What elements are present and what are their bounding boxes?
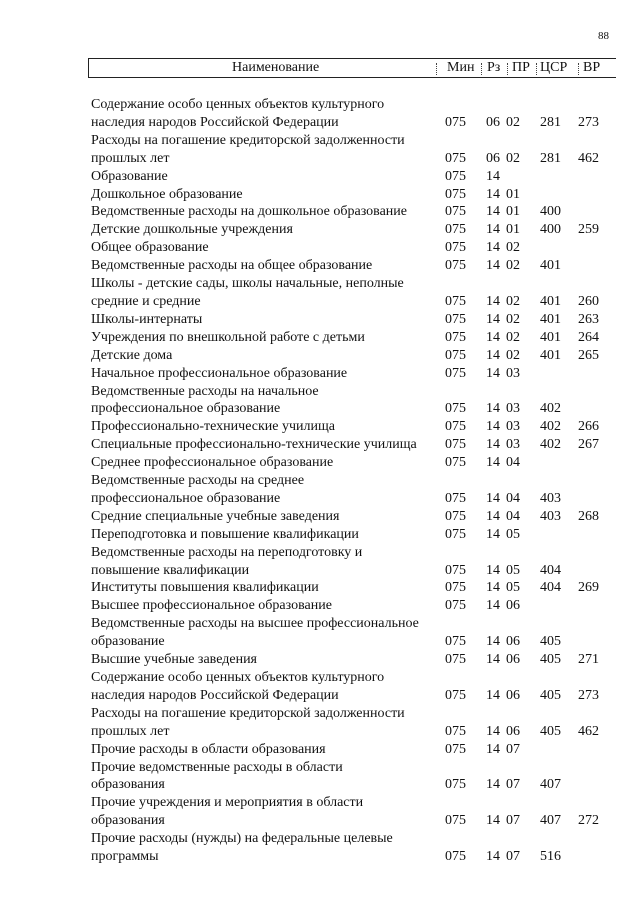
cell-csr: 403	[540, 508, 561, 524]
header-csr: ЦСР	[540, 60, 568, 75]
table-row	[0, 597, 640, 615]
row-name	[91, 526, 441, 544]
cell-csr: 516	[540, 849, 561, 865]
row-name-line: наследия народов Российской Федерации	[91, 114, 339, 130]
table-row	[0, 794, 640, 830]
cell-pr: 06	[506, 687, 520, 703]
cell-rz: 14	[486, 258, 500, 274]
row-name-line: Детские дома	[91, 347, 173, 363]
cell-pr: 04	[506, 490, 520, 506]
header-separator	[536, 63, 538, 75]
cell-min: 075	[445, 777, 466, 793]
cell-pr: 07	[506, 813, 520, 829]
cell-min: 075	[445, 849, 466, 865]
table-row	[0, 329, 640, 347]
row-name-line: прошлых лет	[91, 150, 170, 166]
row-name-line: Школы-интернаты	[91, 311, 203, 327]
row-name	[91, 651, 441, 669]
row-name	[91, 168, 441, 186]
row-name	[91, 347, 441, 365]
cell-pr: 06	[506, 652, 520, 668]
cell-rz: 14	[486, 598, 500, 614]
cell-pr: 07	[506, 849, 520, 865]
row-name	[91, 132, 441, 168]
cell-rz: 14	[486, 580, 500, 596]
row-name	[91, 418, 441, 436]
row-name	[91, 705, 441, 741]
row-name-line: образования	[91, 813, 165, 829]
cell-pr: 02	[506, 150, 520, 166]
cell-csr: 401	[540, 311, 561, 327]
cell-csr: 402	[540, 419, 561, 435]
row-name-line: профессиональное образование	[91, 401, 281, 417]
table-row	[0, 275, 640, 311]
cell-csr: 405	[540, 723, 561, 739]
row-name	[91, 472, 441, 508]
cell-min: 075	[445, 723, 466, 739]
row-name	[91, 365, 441, 383]
table-row	[0, 472, 640, 508]
cell-vr: 267	[578, 437, 599, 453]
cell-min: 075	[445, 455, 466, 471]
cell-pr: 03	[506, 401, 520, 417]
cell-rz: 14	[486, 401, 500, 417]
table-row	[0, 526, 640, 544]
table-row	[0, 705, 640, 741]
row-name	[91, 383, 441, 419]
table-row	[0, 418, 640, 436]
table-row	[0, 741, 640, 759]
cell-pr: 02	[506, 347, 520, 363]
row-name-line: прошлых лет	[91, 723, 170, 739]
row-name	[91, 311, 441, 329]
cell-rz: 14	[486, 222, 500, 238]
cell-min: 075	[445, 293, 466, 309]
cell-rz: 14	[486, 293, 500, 309]
row-name-line: Общее образование	[91, 240, 209, 256]
cell-rz: 14	[486, 347, 500, 363]
row-name-line: Детские дошкольные учреждения	[91, 222, 293, 238]
row-name	[91, 96, 441, 132]
cell-csr: 404	[540, 562, 561, 578]
cell-vr: 263	[578, 311, 599, 327]
cell-pr: 01	[506, 222, 520, 238]
cell-vr: 272	[578, 813, 599, 829]
cell-pr: 02	[506, 258, 520, 274]
row-name-line: Прочие ведомственные расходы в области	[91, 759, 343, 775]
row-name	[91, 436, 441, 454]
cell-min: 075	[445, 526, 466, 542]
cell-min: 075	[445, 365, 466, 381]
cell-min: 075	[445, 204, 466, 220]
header-name: Наименование	[232, 60, 320, 75]
cell-csr: 404	[540, 580, 561, 596]
cell-rz: 14	[486, 562, 500, 578]
cell-rz: 14	[486, 329, 500, 345]
table-row	[0, 257, 640, 275]
header-separator	[436, 63, 438, 75]
cell-min: 075	[445, 490, 466, 506]
cell-min: 075	[445, 329, 466, 345]
cell-min: 075	[445, 687, 466, 703]
row-name	[91, 275, 441, 311]
cell-csr: 407	[540, 813, 561, 829]
cell-vr: 273	[578, 114, 599, 130]
table-row	[0, 579, 640, 597]
row-name-line: Содержание особо ценных объектов культурного	[91, 670, 385, 685]
cell-rz: 14	[486, 168, 500, 184]
row-name	[91, 454, 441, 472]
table-row	[0, 132, 640, 168]
cell-min: 075	[445, 186, 466, 202]
row-name	[91, 579, 441, 597]
row-name-line: Средние специальные учебные заведения	[91, 508, 340, 524]
row-name-line: повышение квалификации	[91, 562, 250, 578]
row-name-line: средние и средние	[91, 293, 201, 309]
header-rz: Рз	[487, 60, 501, 75]
cell-pr: 04	[506, 508, 520, 524]
cell-rz: 14	[486, 204, 500, 220]
cell-csr: 402	[540, 437, 561, 453]
cell-rz: 14	[486, 419, 500, 435]
table-row	[0, 347, 640, 365]
row-name-line: Расходы на погашение кредиторской задолженности	[91, 132, 405, 148]
cell-rz: 14	[486, 508, 500, 524]
table-row	[0, 508, 640, 526]
row-name-line: Институты повышения квалификации	[91, 580, 319, 596]
cell-rz: 14	[486, 777, 500, 793]
cell-rz: 14	[486, 455, 500, 471]
cell-csr: 402	[540, 401, 561, 417]
cell-min: 075	[445, 652, 466, 668]
cell-rz: 06	[486, 150, 500, 166]
cell-rz: 14	[486, 365, 500, 381]
row-name-line: наследия народов Российской Федерации	[91, 687, 339, 703]
header-separator	[507, 63, 509, 75]
cell-pr: 05	[506, 562, 520, 578]
budget-table	[0, 96, 640, 866]
cell-min: 075	[445, 741, 466, 757]
cell-vr: 264	[578, 329, 599, 345]
cell-vr: 269	[578, 580, 599, 596]
cell-min: 075	[445, 508, 466, 524]
table-row	[0, 669, 640, 705]
row-name-line: Ведомственные расходы на высшее профессиональное	[91, 616, 419, 632]
row-name-line: Начальное профессиональное образование	[91, 365, 348, 381]
cell-csr: 401	[540, 258, 561, 274]
cell-vr: 462	[578, 723, 599, 739]
row-name-line: Прочие расходы (нужды) на федеральные целевые	[91, 831, 393, 847]
table-row	[0, 383, 640, 419]
cell-vr: 271	[578, 652, 599, 668]
cell-pr: 05	[506, 580, 520, 596]
row-name-line: Прочие учреждения и мероприятия в области	[91, 795, 364, 811]
table-row	[0, 168, 640, 186]
table-row	[0, 830, 640, 866]
table-row	[0, 203, 640, 221]
table-row	[0, 221, 640, 239]
cell-min: 075	[445, 240, 466, 256]
row-name-line: Высшее профессиональное образование	[91, 598, 332, 614]
cell-csr: 401	[540, 293, 561, 309]
row-name-line: Профессионально-технические училища	[91, 419, 335, 435]
cell-rz: 14	[486, 437, 500, 453]
row-name	[91, 615, 441, 651]
cell-csr: 400	[540, 222, 561, 238]
cell-rz: 14	[486, 652, 500, 668]
row-name	[91, 186, 441, 204]
cell-min: 075	[445, 401, 466, 417]
cell-vr: 266	[578, 419, 599, 435]
row-name	[91, 794, 441, 830]
cell-pr: 02	[506, 293, 520, 309]
cell-vr: 268	[578, 508, 599, 524]
row-name-line: Ведомственные расходы на дошкольное образование	[91, 204, 407, 220]
header-separator	[481, 63, 483, 75]
cell-csr: 405	[540, 652, 561, 668]
row-name-line: Расходы на погашение кредиторской задолженности	[91, 705, 405, 721]
table-row	[0, 651, 640, 669]
table-row	[0, 311, 640, 329]
header-pr: ПР	[512, 60, 530, 75]
cell-min: 075	[445, 580, 466, 596]
cell-pr: 02	[506, 329, 520, 345]
row-name-line: Высшие учебные заведения	[91, 652, 257, 668]
cell-rz: 14	[486, 490, 500, 506]
table-row	[0, 239, 640, 257]
cell-pr: 07	[506, 741, 520, 757]
row-name-line: Прочие расходы в области образования	[91, 741, 326, 757]
cell-min: 075	[445, 419, 466, 435]
row-name-line: программы	[91, 849, 159, 865]
cell-pr: 02	[506, 114, 520, 130]
row-name	[91, 257, 441, 275]
cell-csr: 400	[540, 204, 561, 220]
row-name-line: профессиональное образование	[91, 490, 281, 506]
cell-min: 075	[445, 634, 466, 650]
row-name-line: Ведомственные расходы на общее образование	[91, 258, 373, 274]
row-name	[91, 203, 441, 221]
cell-min: 075	[445, 150, 466, 166]
cell-csr: 281	[540, 150, 561, 166]
cell-rz: 14	[486, 634, 500, 650]
cell-min: 075	[445, 562, 466, 578]
row-name-line: Специальные профессионально-технические училища	[91, 437, 417, 453]
cell-vr: 260	[578, 293, 599, 309]
table-header	[88, 58, 616, 78]
cell-csr: 281	[540, 114, 561, 130]
row-name-line: Среднее профессиональное образование	[91, 455, 334, 471]
header-min: Мин	[447, 60, 475, 75]
cell-pr: 05	[506, 526, 520, 542]
cell-min: 075	[445, 437, 466, 453]
cell-min: 075	[445, 258, 466, 274]
row-name	[91, 759, 441, 795]
row-name	[91, 508, 441, 526]
table-row	[0, 615, 640, 651]
row-name-line: Школы - детские сады, школы начальные, неполные	[91, 276, 404, 292]
table-row	[0, 544, 640, 580]
header-separator	[578, 63, 580, 75]
row-name	[91, 597, 441, 615]
cell-csr: 407	[540, 777, 561, 793]
cell-vr: 273	[578, 687, 599, 703]
page-number: 88	[598, 30, 609, 42]
row-name	[91, 830, 441, 866]
cell-pr: 03	[506, 437, 520, 453]
row-name	[91, 221, 441, 239]
cell-rz: 14	[486, 849, 500, 865]
cell-rz: 06	[486, 114, 500, 130]
row-name-line: Переподготовка и повышение квалификации	[91, 526, 359, 542]
cell-pr: 03	[506, 365, 520, 381]
header-vr: ВР	[583, 60, 601, 75]
cell-rz: 14	[486, 813, 500, 829]
row-name	[91, 239, 441, 257]
cell-vr: 259	[578, 222, 599, 238]
cell-min: 075	[445, 347, 466, 363]
row-name	[91, 669, 441, 705]
table-row	[0, 454, 640, 472]
row-name	[91, 544, 441, 580]
row-name-line: образование	[91, 634, 165, 650]
table-row	[0, 759, 640, 795]
cell-pr: 06	[506, 723, 520, 739]
cell-csr: 405	[540, 634, 561, 650]
cell-csr: 405	[540, 687, 561, 703]
row-name-line: образования	[91, 777, 165, 793]
cell-min: 075	[445, 222, 466, 238]
row-name	[91, 329, 441, 347]
row-name-line: Содержание особо ценных объектов культурного	[91, 97, 385, 112]
cell-pr: 06	[506, 598, 520, 614]
cell-rz: 14	[486, 526, 500, 542]
cell-rz: 14	[486, 311, 500, 327]
cell-vr: 265	[578, 347, 599, 363]
row-name	[91, 741, 441, 759]
cell-rz: 14	[486, 723, 500, 739]
cell-pr: 04	[506, 455, 520, 471]
cell-rz: 14	[486, 186, 500, 202]
cell-pr: 01	[506, 186, 520, 202]
cell-pr: 03	[506, 419, 520, 435]
table-row	[0, 96, 640, 132]
cell-pr: 02	[506, 311, 520, 327]
row-name-line: Образование	[91, 168, 168, 184]
cell-rz: 14	[486, 240, 500, 256]
cell-csr: 401	[540, 347, 561, 363]
table-row	[0, 186, 640, 204]
cell-rz: 14	[486, 741, 500, 757]
cell-pr: 06	[506, 634, 520, 650]
cell-pr: 07	[506, 777, 520, 793]
cell-vr: 462	[578, 150, 599, 166]
cell-min: 075	[445, 168, 466, 184]
row-name-line: Дошкольное образование	[91, 186, 243, 202]
row-name-line: Ведомственные расходы на начальное	[91, 383, 319, 399]
table-row	[0, 365, 640, 383]
cell-pr: 01	[506, 204, 520, 220]
row-name-line: Ведомственные расходы на переподготовку и	[91, 544, 363, 560]
row-name-line: Ведомственные расходы на среднее	[91, 473, 305, 489]
cell-pr: 02	[506, 240, 520, 256]
cell-min: 075	[445, 598, 466, 614]
cell-csr: 401	[540, 329, 561, 345]
cell-csr: 403	[540, 490, 561, 506]
cell-min: 075	[445, 813, 466, 829]
cell-rz: 14	[486, 687, 500, 703]
row-name-line: Учреждения по внешкольной работе с детьми	[91, 329, 365, 345]
table-row	[0, 436, 640, 454]
cell-min: 075	[445, 114, 466, 130]
cell-min: 075	[445, 311, 466, 327]
